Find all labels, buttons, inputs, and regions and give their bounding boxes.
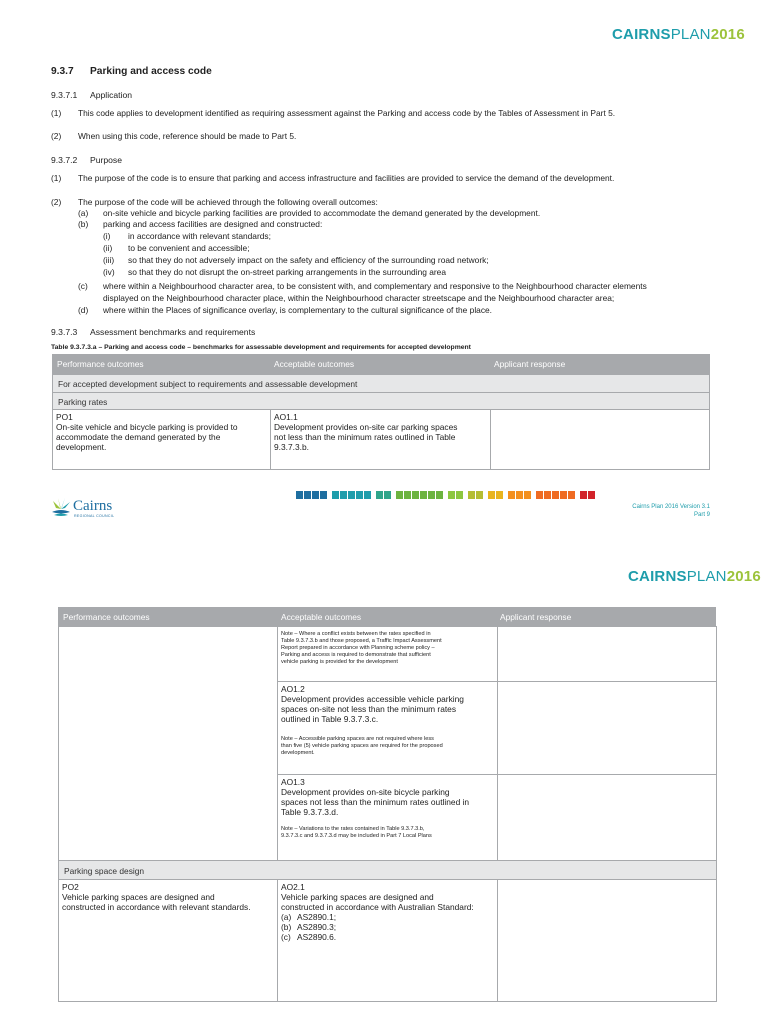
para-num: (2) (51, 197, 62, 207)
band-label: Parking rates (58, 397, 108, 407)
table-header-row (58, 607, 716, 627)
ao-text: spaces not less than the minimum rates outlined in (281, 797, 470, 807)
ao-code: AO1.3 (281, 777, 305, 787)
para-num: (1) (51, 108, 62, 118)
sub-item: so that they do not adversely impact on the safety and efficiency of the surrounding road network; (128, 255, 489, 265)
sub-marker: (iii) (103, 255, 115, 265)
subsection-title: Purpose (90, 155, 123, 165)
standard-marker: (c) (281, 932, 291, 942)
para-num: (2) (51, 131, 62, 141)
table-cell-response[interactable] (497, 879, 717, 1002)
po-text: accommodate the demand generated by the (56, 432, 221, 442)
list-marker: (c) (78, 281, 88, 291)
table-cell-po2 (58, 879, 278, 1002)
note-line: 9.3.7.3.c and 9.3.7.3.d may be included in Part 7 Local Plans (281, 833, 432, 839)
table-header-row (52, 354, 710, 374)
subsection-title: Assessment benchmarks and requirements (90, 327, 256, 337)
list-item: where within a Neighbourhood character area, to be consistent with, and complementary and responsive to the Neighbourhood character elements (103, 281, 647, 291)
note-line: vehicle parking is provided for the development (281, 659, 398, 665)
sub-item: in accordance with relevant standards; (128, 231, 271, 241)
col-performance-outcomes: Performance outcomes (63, 612, 150, 622)
brand-logo (612, 26, 745, 43)
list-marker: (b) (78, 219, 89, 229)
subsection-number: 9.3.7.1 (51, 90, 78, 100)
note-text (281, 826, 494, 840)
sub-item: to be convenient and accessible; (128, 243, 250, 253)
table-band (52, 374, 710, 393)
note-text (281, 736, 494, 757)
table-cell-ao12 (277, 681, 498, 775)
ao-text: Vehicle parking spaces are designed and (281, 892, 434, 902)
po-code: PO2 (62, 882, 79, 892)
note-line: Note – Where a conflict exists between the rates specified in (281, 631, 431, 637)
col-acceptable-outcomes: Acceptable outcomes (281, 612, 362, 622)
table-cell-empty (58, 626, 278, 861)
table-cell-response[interactable] (490, 409, 710, 470)
band-label: For accepted development subject to requirements and assessable development (58, 379, 358, 389)
ao-text: outlined in Table 9.3.7.3.c. (281, 714, 379, 724)
ao-text: not less than the minimum rates outlined in Table (274, 432, 456, 442)
col-applicant-response: Applicant response (494, 359, 566, 369)
council-flower-icon (50, 497, 72, 519)
ao-code: AO1.2 (281, 684, 305, 694)
brand-year: 2016 (710, 26, 745, 43)
table-cell-ao11 (270, 409, 491, 470)
table-cell-note (277, 626, 498, 682)
footer-version: Cairns Plan 2016 Version 3.1 (632, 504, 710, 510)
ao-code: AO2.1 (281, 882, 305, 892)
para-num: (1) (51, 173, 62, 183)
council-logo-text: Cairns (73, 498, 113, 514)
list-item-cont: displayed on the Neighbourhood character place, within the Neighbourhood character streetscape and the Neighbourhood character area; (103, 293, 615, 303)
po-text: development. (56, 442, 107, 452)
po-text: constructed in accordance with relevant standards. (62, 902, 251, 912)
standard-text: AS2890.6. (297, 932, 337, 942)
ao-text: Development provides on-site car parking spaces (274, 422, 458, 432)
council-logo-sub: REGIONAL COUNCIL (74, 514, 115, 518)
list-item: on-site vehicle and bicycle parking facilities are provided to accommodate the demand generated by the development. (103, 208, 541, 218)
list-item: where within the Places of significance overlay, is complementary to the cultural significance of the place. (103, 305, 493, 315)
po-text: On-site vehicle and bicycle parking is provided to (56, 422, 238, 432)
standard-text: AS2890.1; (297, 912, 337, 922)
table-caption: Table 9.3.7.3.a – Parking and access code – benchmarks for assessable development and requirements for accepted development (51, 344, 471, 351)
brand-plan: PLAN (670, 26, 711, 43)
para-text: The purpose of the code is to ensure that parking and access infrastructure and facilities are provided to service the demand of the development. (78, 173, 615, 183)
standard-marker: (a) (281, 912, 292, 922)
note-line: development. (281, 750, 315, 756)
note-line: Table 9.3.7.3.b and those proposed, a Traffic Impact Assessment (281, 638, 442, 644)
table-cell-response[interactable] (497, 626, 717, 682)
table-cell-response[interactable] (497, 681, 717, 775)
list-marker: (d) (78, 305, 89, 315)
subsection-number: 9.3.7.3 (51, 327, 78, 337)
list-marker: (a) (78, 208, 89, 218)
standard-item (281, 912, 494, 922)
ao-text: spaces on-site not less than the minimum rates (281, 704, 457, 714)
po-code: PO1 (56, 412, 73, 422)
colour-bar-decoration (296, 486, 712, 495)
para-text: The purpose of the code will be achieved through the following overall outcomes: (78, 197, 378, 207)
brand-cairns: CAIRNS (628, 568, 687, 585)
list-item: parking and access facilities are designed and constructed: (103, 219, 323, 229)
table-band (58, 860, 717, 880)
para-text: This code applies to development identified as requiring assessment against the Parking and access code by the Tables of Assessment in Part 5. (78, 108, 616, 118)
col-acceptable-outcomes: Acceptable outcomes (274, 359, 355, 369)
sub-marker: (ii) (103, 243, 113, 253)
note-line: than five (5) vehicle parking spaces are required for the proposed (281, 743, 443, 749)
po-text: Vehicle parking spaces are designed and (62, 892, 215, 902)
standard-text: AS2890.3; (297, 922, 337, 932)
table-cell-po1 (52, 409, 271, 470)
sub-marker: (iv) (103, 267, 115, 277)
ao-code: AO1.1 (274, 412, 298, 422)
subsection-number: 9.3.7.2 (51, 155, 78, 165)
note-line: Report prepared in accordance with Planning scheme policy – (281, 645, 435, 651)
brand-plan: PLAN (686, 568, 727, 585)
ao-text: Development provides accessible vehicle parking (281, 694, 464, 704)
table-cell-ao21 (277, 879, 498, 1002)
section-number: 9.3.7 (51, 66, 74, 77)
standard-item (281, 932, 494, 942)
note-line: Parking and access is required to demonstrate that sufficient (281, 652, 431, 658)
subsection-title: Application (90, 90, 133, 100)
col-applicant-response: Applicant response (500, 612, 572, 622)
col-performance-outcomes: Performance outcomes (57, 359, 144, 369)
note-line: Note – Accessible parking spaces are not required where less (281, 736, 434, 742)
sub-marker: (i) (103, 231, 111, 241)
band-label: Parking space design (64, 866, 145, 876)
standard-marker: (b) (281, 922, 292, 932)
council-logo (50, 497, 130, 521)
table-band (52, 392, 710, 410)
para-text: When using this code, reference should be made to Part 5. (78, 131, 297, 141)
brand-logo (628, 568, 761, 585)
note-text (281, 631, 494, 666)
table-cell-ao13 (277, 774, 498, 861)
ao-text: 9.3.7.3.b. (274, 442, 309, 452)
note-line: Note – Variations to the rates contained in Table 9.3.7.3.b, (281, 826, 425, 832)
sub-item: so that they do not disrupt the on-street parking arrangements in the surrounding area (128, 267, 446, 277)
section-title: Parking and access code (90, 66, 212, 77)
brand-cairns: CAIRNS (612, 26, 671, 43)
ao-text: Table 9.3.7.3.d. (281, 807, 339, 817)
table-cell-response[interactable] (497, 774, 717, 861)
brand-year: 2016 (726, 568, 761, 585)
footer-part: Part 9 (693, 512, 710, 518)
standard-item (281, 922, 494, 932)
ao-text: Development provides on-site bicycle parking (281, 787, 450, 797)
ao-text: constructed in accordance with Australian Standard: (281, 902, 474, 912)
